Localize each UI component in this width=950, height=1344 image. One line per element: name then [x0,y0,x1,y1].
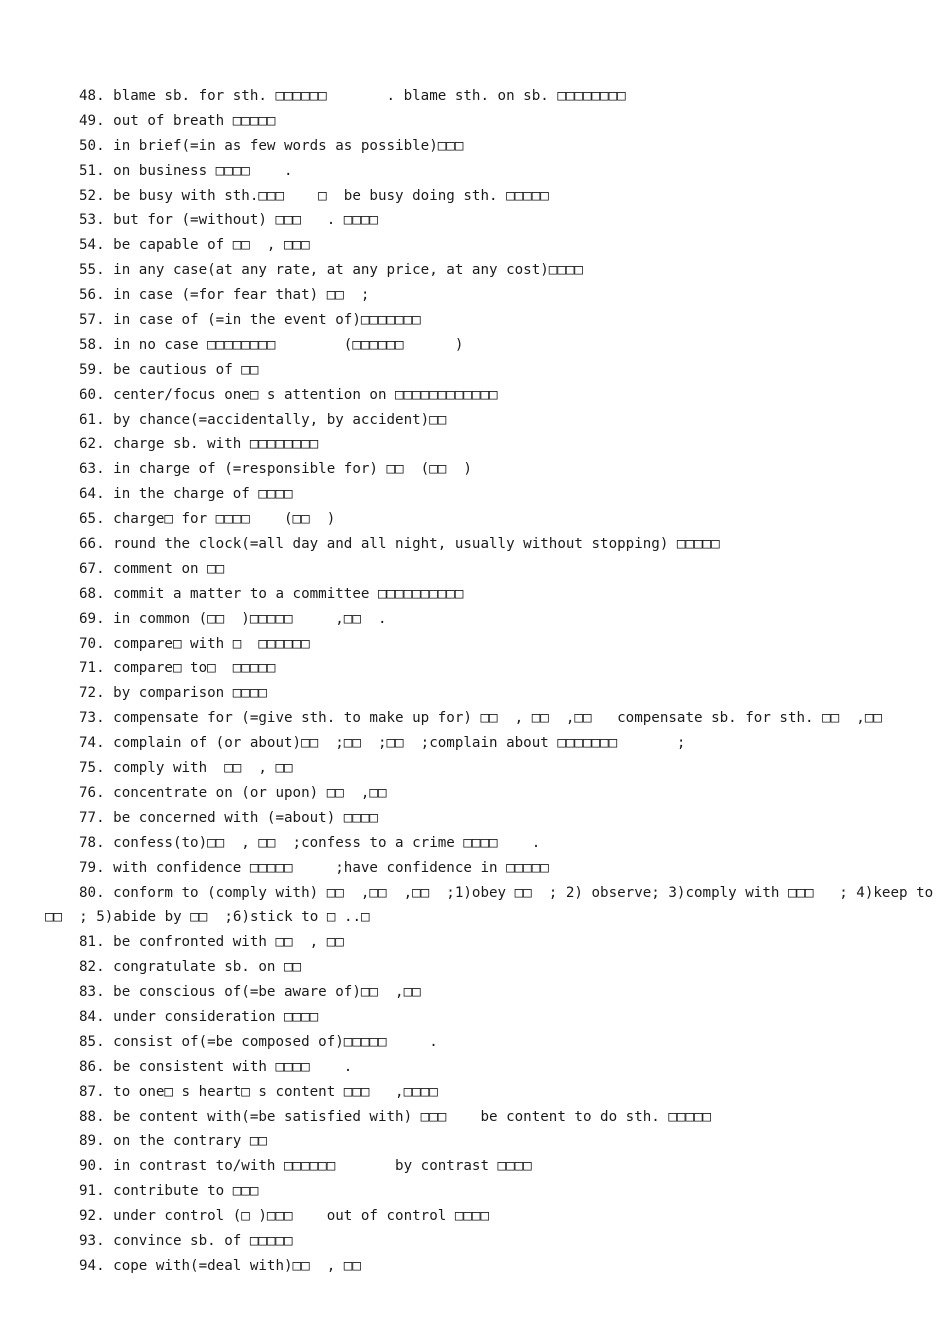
text-line: 79. with confidence □□□□□ ;have confidence in □□□□□ [79,859,549,876]
text-line: 77. be concerned with (=about) □□□□ [79,809,378,826]
text-line: 69. in common (□□ )□□□□□ ,□□ . [79,610,387,627]
text-line: 94. cope with(=deal with)□□ , □□ [79,1257,361,1274]
text-line: 70. compare□ with □ □□□□□□ [79,635,310,652]
text-line: 56. in case (=for fear that) □□ ; [79,287,370,304]
text-line: 88. be content with(=be satisfied with) □□□ be content to do sth. □□□□□ [79,1108,712,1125]
text-line: 60. center/focus one□ s attention on □□□□□□□□□□□□ [79,386,498,403]
text-line: 87. to one□ s heart□ s content □□□ ,□□□□ [79,1083,438,1100]
text-line: 54. be capable of □□ , □□□ [79,237,310,254]
text-line: 90. in contrast to/with □□□□□□ by contrast □□□□ [79,1158,532,1175]
text-line: 68. commit a matter to a committee □□□□□□□□□□ [79,585,464,602]
text-line-continuation: □□ ; 5)abide by □□ ;6)stick to □ ..□ [45,909,370,926]
text-line: 74. complain of (or about)□□ ;□□ ;□□ ;complain about □□□□□□□ ; [79,735,686,752]
text-line: 75. comply with □□ , □□ [79,760,293,777]
text-line: 63. in charge of (=responsible for) □□ (□□ ) [79,461,472,478]
text-line: 53. but for (=without) □□□ . □□□□ [79,212,378,229]
text-line: 52. be busy with sth.□□□ □ be busy doing sth. □□□□□ [79,187,549,204]
text-line: 62. charge sb. with □□□□□□□□ [79,436,319,453]
text-line: 85. consist of(=be composed of)□□□□□ . [79,1033,438,1050]
text-line: 57. in case of (=in the event of)□□□□□□□ [79,312,421,329]
text-line: 58. in no case □□□□□□□□ (□□□□□□ ) [79,336,464,353]
text-line: 84. under consideration □□□□ [79,1008,319,1025]
text-line: 55. in any case(at any rate, at any price, at any cost)□□□□ [79,262,583,279]
text-line: 64. in the charge of □□□□ [79,486,293,503]
text-line: 76. concentrate on (or upon) □□ ,□□ [79,784,387,801]
text-line: 89. on the contrary □□ [79,1133,267,1150]
text-line: 71. compare□ to□ □□□□□ [79,660,276,677]
text-line: 82. congratulate sb. on □□ [79,959,302,976]
text-line: 72. by comparison □□□□ [79,685,267,702]
text-line: 78. confess(to)□□ , □□ ;confess to a crime □□□□ . [79,834,541,851]
text-line: 66. round the clock(=all day and all night, usually without stopping) □□□□□ [79,536,720,553]
text-line: 59. be cautious of □□ [79,361,259,378]
text-line: 50. in brief(=in as few words as possible)□□□ [79,137,464,154]
text-line: 86. be consistent with □□□□ . [79,1058,353,1075]
text-line: 51. on business □□□□ . [79,162,293,179]
text-line: 49. out of breath □□□□□ [79,112,276,129]
text-line: 93. convince sb. of □□□□□ [79,1232,293,1249]
text-line: 92. under control (□ )□□□ out of control □□□□ [79,1208,489,1225]
document-body [0,84,950,1279]
text-line: 81. be confronted with □□ , □□ [79,934,344,951]
text-line: 61. by chance(=accidentally, by accident)□□ [79,411,447,428]
text-line: 91. contribute to □□□ [79,1183,259,1200]
text-line: 83. be conscious of(=be aware of)□□ ,□□ [79,984,421,1001]
text-line: 73. compensate for (=give sth. to make up for) □□ , □□ ,□□ compensate sb. for sth. □□ ,□□ [79,710,882,727]
text-line: 65. charge□ for □□□□ (□□ ) [79,511,336,528]
text-line: 48. blame sb. for sth. □□□□□□ . blame sth. on sb. □□□□□□□□ [79,88,626,104]
text-line: 67. comment on □□ [79,560,225,577]
text-line: 80. conform to (comply with) □□ ,□□ ,□□ ;1)obey □□ ; 2) observe; 3)comply with □□□ ; 4)keep to [79,884,934,901]
